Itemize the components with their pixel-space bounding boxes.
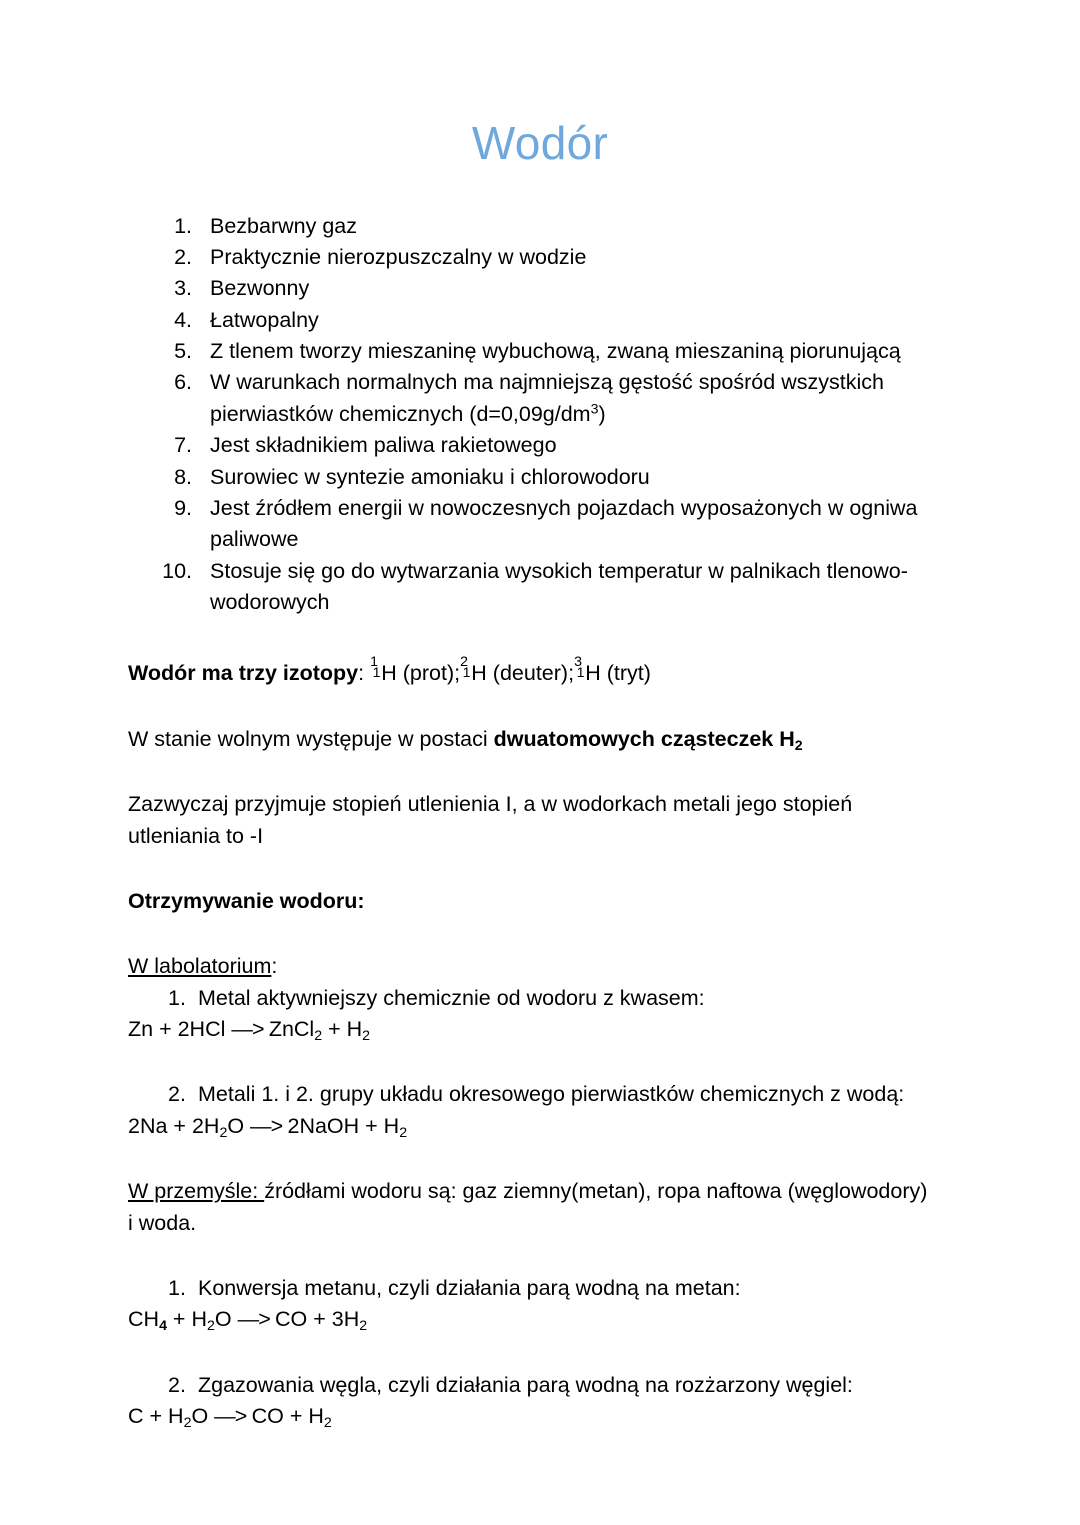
isotope-numbers [370, 653, 381, 682]
item-number: 2. [168, 1082, 186, 1107]
list-item [198, 305, 960, 336]
isotope-mass-number: 2 [460, 653, 469, 670]
free-state-subscript [794, 727, 803, 754]
h2-subscript: 2 [794, 737, 803, 754]
isotope-mass-number: 3 [574, 653, 582, 670]
equation-subscript: 2 [359, 1318, 368, 1335]
item-text: Konwersja metanu, czyli działania parą wodną na metan: [198, 1275, 741, 1300]
industry-label: W przemyśle: [128, 1179, 265, 1204]
item-text: Zgazowania węgla, czyli działania parą wodną na rozżarzony węgiel: [198, 1372, 853, 1397]
free-state-prefix: W stanie wolnym występuje w postaci [128, 726, 494, 751]
spacer [128, 917, 960, 951]
list-item-text: Stosuje się go do wytwarzania wysokich temperatur w palnikach tlenowo-wodorowych [210, 558, 908, 615]
isotopes-colon: : [358, 661, 371, 686]
laboratory-label [128, 951, 960, 982]
oxidation-line-2: utleniania to -I [128, 823, 264, 848]
oxidation-paragraph [128, 789, 960, 852]
oxidation-line-1: Zazwyczaj przyjmuje stopień utlenienia I, a w wodorkach metali jego stopień [128, 792, 853, 817]
isotope-symbol: H [585, 661, 601, 686]
list-item [198, 273, 960, 304]
density-close-paren: ) [598, 401, 606, 426]
list-item-text: Jest składnikiem paliwa rakietowego [210, 433, 557, 458]
spacer [128, 690, 960, 724]
isotope-atomic-number: 1 [576, 665, 585, 682]
equation-subscript: 2 [183, 1415, 192, 1432]
spacer [128, 755, 960, 789]
equation-part: ZnCl [268, 1017, 315, 1042]
equation-part: CH [128, 1307, 160, 1332]
isotope-symbol: H [381, 661, 397, 686]
laboratory-equation-1 [128, 1014, 960, 1045]
spacer [128, 618, 960, 658]
list-item [198, 556, 960, 619]
item-text: Metali 1. i 2. grupy układu okresowego pierwiastków chemicznych z wodą: [198, 1082, 905, 1107]
isotope-numbers [460, 653, 471, 682]
list-item [198, 367, 960, 430]
equation-part: 2NaOH + H [287, 1113, 400, 1138]
laboratory-item-1 [128, 983, 960, 1014]
isotope-protium [370, 653, 461, 689]
isotope-deuterium [460, 653, 575, 689]
list-item [198, 336, 960, 367]
isotope-name: (tryt) [600, 661, 651, 686]
document-body [0, 169, 1080, 1433]
equation-subscript: 2 [362, 1028, 371, 1045]
list-item [198, 211, 960, 242]
list-item-text: Praktycznie nierozpuszczalny w wodzie [210, 244, 587, 269]
list-item [198, 493, 960, 556]
density-exponent: 3 [590, 401, 599, 418]
equation-part: 2Na + 2H [128, 1113, 220, 1138]
equation-subscript: 2 [399, 1124, 408, 1141]
isotope-tritium [574, 653, 651, 689]
equation-subscript: 2 [219, 1124, 228, 1141]
equation-part: + H [322, 1017, 363, 1042]
isotopes-paragraph [128, 653, 960, 689]
item-number: 1. [168, 985, 186, 1010]
isotope-name: (prot); [396, 661, 461, 686]
isotope-mass-number: 1 [370, 653, 378, 670]
isotope-atomic-number: 1 [462, 665, 471, 682]
industry-item-2 [128, 1370, 960, 1401]
free-state-paragraph [128, 724, 960, 755]
laboratory-label-colon: : [271, 954, 278, 979]
spacer [128, 852, 960, 886]
list-item-text: Łatwopalny [210, 307, 319, 332]
equation-part: —> [214, 1404, 252, 1429]
item-text: Metal aktywniejszy chemicznie od wodoru z kwasem: [198, 985, 705, 1010]
spacer [128, 1142, 960, 1176]
laboratory-equation-2 [128, 1111, 960, 1142]
isotope-symbol: H [471, 661, 487, 686]
spacer [128, 1239, 960, 1273]
equation-part: C + H [128, 1404, 184, 1429]
equation-subscript: 2 [314, 1028, 323, 1045]
item-number: 1. [168, 1275, 186, 1300]
equation-subscript: 2 [206, 1318, 215, 1335]
page-title: Wodór [471, 117, 609, 169]
industry-equation-1 [128, 1304, 960, 1335]
isotope-atomic-number: 1 [372, 665, 381, 682]
industry-equation-2 [128, 1401, 960, 1432]
equation-part: CO + 3H [275, 1307, 360, 1332]
obtaining-heading [128, 886, 960, 917]
equation-part: + H [166, 1307, 207, 1332]
free-state-bold: dwuatomowych cząsteczek H [493, 726, 795, 751]
equation-part: —> [237, 1307, 276, 1332]
hydrogen-properties-list [128, 211, 960, 619]
list-item-text: Bezbarwny gaz [210, 213, 357, 238]
isotopes-heading: Wodór ma trzy izotopy [128, 661, 359, 686]
laboratory-item-2 [128, 1079, 960, 1110]
equation-part: O [227, 1113, 251, 1138]
list-item [198, 462, 960, 493]
list-item-text: Jest źródłem energii w nowoczesnych pojazdach wyposażonych w ogniwa paliwowe [210, 495, 918, 552]
list-item [198, 242, 960, 273]
industry-text-line-1: źródłami wodoru są: gaz ziemny(metan), ropa naftowa (węglowodory) [264, 1179, 928, 1204]
spacer [128, 1045, 960, 1079]
industry-paragraph [128, 1176, 960, 1239]
equation-subscript: 4 [159, 1318, 167, 1335]
spacer [128, 1336, 960, 1370]
equation-part: O [214, 1307, 238, 1332]
laboratory-label-text: W labolatorium [128, 954, 272, 979]
obtaining-heading-text: Otrzymywanie wodoru: [128, 888, 365, 913]
equation-part: —> [231, 1017, 269, 1042]
equation-part: O [191, 1404, 215, 1429]
equation-subscript: 2 [323, 1415, 332, 1432]
list-item-text: Bezwonny [210, 276, 310, 301]
equation-part: —> [250, 1113, 288, 1138]
equation-part: CO + H [251, 1404, 324, 1429]
isotope-numbers [574, 653, 585, 682]
list-item-text: Z tlenem tworzy mieszaninę wybuchową, zwaną mieszaniną piorunującą [210, 339, 901, 364]
item-number: 2. [168, 1372, 186, 1397]
list-item-text: Surowiec w syntezie amoniaku i chlorowodoru [210, 464, 650, 489]
industry-item-1 [128, 1273, 960, 1304]
list-item-text: W warunkach normalnych ma najmniejszą gęstość spośród wszystkich pierwiastków chemicznych (d=0,09g/dm [210, 370, 884, 426]
industry-text-line-2: i woda. [128, 1210, 197, 1235]
isotope-name: (deuter); [486, 661, 575, 686]
equation-part: Zn + 2HCl [128, 1017, 232, 1042]
list-item [198, 430, 960, 461]
